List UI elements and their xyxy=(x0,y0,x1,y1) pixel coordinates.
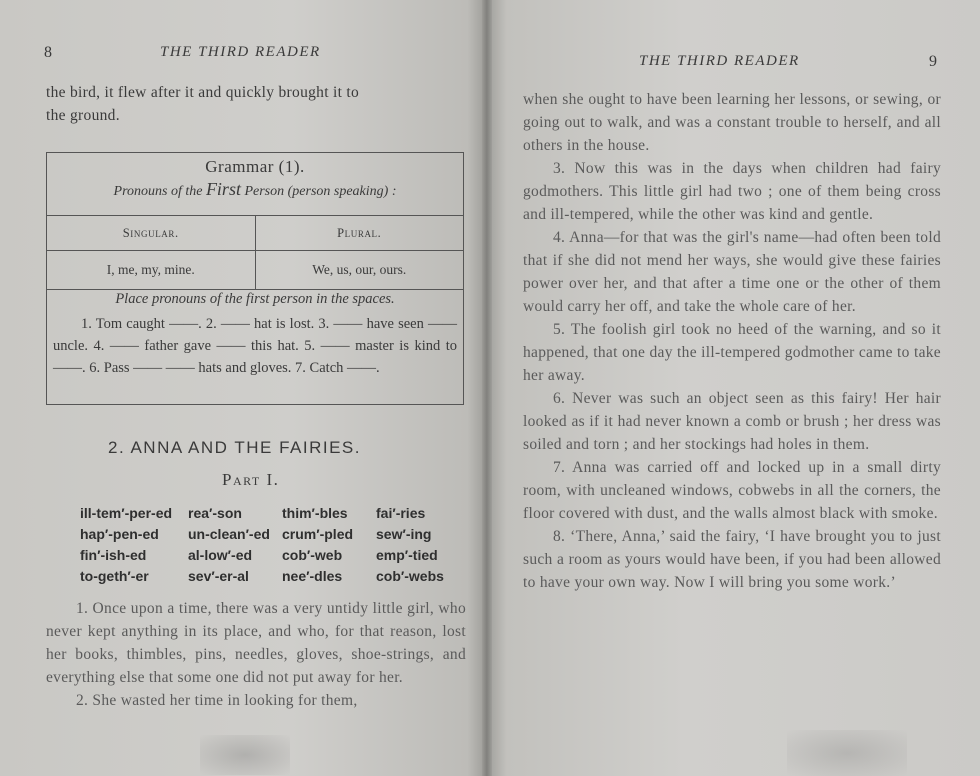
story-text-right xyxy=(523,88,941,594)
grammar-subtitle-post: Person (person speaking) : xyxy=(244,184,397,199)
vocab-word: thim′-bles xyxy=(282,505,348,521)
pronoun-table-row xyxy=(47,250,463,289)
story-paragraph: 1. Once upon a time, there was a very untidy little girl, who never kept anything in its place, and who, for that reason, lost her books, thimbles, pins, needles, gloves, shoe-strings, and everything else that some one did not put away for her. xyxy=(46,600,466,686)
story-paragraph: 3. Now this was in the days when children had fairy godmothers. This little girl had two ; one of them being cross and ill-tempered, while the other was kind and gentle. xyxy=(523,160,941,223)
singular-words: I, me, my, mine. xyxy=(106,262,195,277)
running-head-left: THE THIRD READER xyxy=(160,44,321,60)
col-plural: Plural. xyxy=(255,216,464,250)
col-singular: Singular. xyxy=(122,226,179,240)
vocab-word: cob′-web xyxy=(282,547,343,563)
vocab-word: to-geth′-er xyxy=(80,568,149,584)
vocab-word: sev′-er-al xyxy=(188,568,249,584)
left-page xyxy=(0,0,487,776)
page-smudge xyxy=(787,730,907,776)
grammar-exercise-text: 1. Tom caught ——. 2. —— hat is lost. 3. —— have seen —— uncle. 4. —— father gave —— this hat. 5. —— master is kind to ——. 6. Pass —— —— hats and gloves. 7. Catch ——. xyxy=(53,316,457,376)
story-paragraph: when she ought to have been learning her lessons, or sewing, or going out to walk, and was a constant trouble to herself, and all others in the house. xyxy=(523,91,941,154)
vocab-column-3 xyxy=(282,503,353,587)
vocab-column-4 xyxy=(376,503,444,587)
story-paragraph: 7. Anna was carried off and locked up in a small dirty room, with uncleaned windows, cobwebs in all the corners, the floor covered with dust, and the walls almost black with smoke. xyxy=(523,459,941,522)
vocab-word: hap′-pen-ed xyxy=(80,526,159,542)
grammar-exercise xyxy=(53,313,457,379)
page-number-right: 9 xyxy=(929,53,938,70)
running-head-right: THE THIRD READER xyxy=(639,53,800,69)
vocab-column-1 xyxy=(80,503,172,587)
story-paragraph: 6. Never was such an object seen as this fairy! Her hair looked as if it had never known a comb or brush ; her dress was soiled and torn ; and her stockings had holes in them. xyxy=(523,390,941,453)
right-page xyxy=(487,0,980,776)
pronoun-table xyxy=(47,215,463,290)
vocab-word: fin′-ish-ed xyxy=(80,547,147,563)
vocab-word: ill-tem′-per-ed xyxy=(80,505,173,521)
grammar-subtitle xyxy=(47,179,463,200)
vocab-word: un-clean′-ed xyxy=(188,526,270,542)
vocab-column-2 xyxy=(188,503,270,587)
intro-text xyxy=(46,81,466,127)
vocab-word: cob′-webs xyxy=(376,568,444,584)
grammar-subtitle-big: First xyxy=(205,179,241,199)
vocab-word: al-low′-ed xyxy=(188,547,253,563)
grammar-instruction: Place pronouns of the first person in the spaces. xyxy=(115,291,395,307)
page-number-left: 8 xyxy=(44,44,53,61)
vocab-word: crum′-pled xyxy=(282,526,354,542)
page-smudge xyxy=(200,735,290,775)
vocab-word: fai′-ries xyxy=(376,505,426,521)
intro-line-1: the bird, it flew after it and quickly brought it to xyxy=(46,84,360,101)
part-title: Part I. xyxy=(222,470,280,489)
pronoun-table-header xyxy=(47,216,463,250)
grammar-box xyxy=(46,152,464,405)
story-title: 2. ANNA AND THE FAIRIES. xyxy=(108,438,361,457)
grammar-subtitle-pre: Pronouns of the xyxy=(113,184,203,199)
story-paragraph: 5. The foolish girl took no heed of the warning, and so it happened, that one day the ill-tempered godmother came to take her away. xyxy=(523,321,941,384)
story-paragraph: 8. ‘There, Anna,’ said the fairy, ‘I have brought you to just such a room as yours would have been, if you had been allowed to have your own way. Now I will bring you some work.’ xyxy=(523,528,941,591)
intro-line-2: the ground. xyxy=(46,107,120,124)
plural-words: We, us, our, ours. xyxy=(255,251,464,289)
vocab-word: nee′-dles xyxy=(282,568,343,584)
story-text-left xyxy=(46,597,466,712)
story-paragraph: 4. Anna—for that was the girl's name—had often been told that if she did not mend her ways, she would give these fairies power over her, and that after a time one or the other of them would carry her off, and take the whole care of her. xyxy=(523,229,941,315)
grammar-title: Grammar (1). xyxy=(205,157,305,176)
story-paragraph: 2. She wasted her time in looking for them, xyxy=(76,692,358,709)
vocab-word: sew′-ing xyxy=(376,526,432,542)
vocab-word: emp′-tied xyxy=(376,547,438,563)
book-gutter xyxy=(482,0,492,776)
vocab-word: rea′-son xyxy=(188,505,242,521)
